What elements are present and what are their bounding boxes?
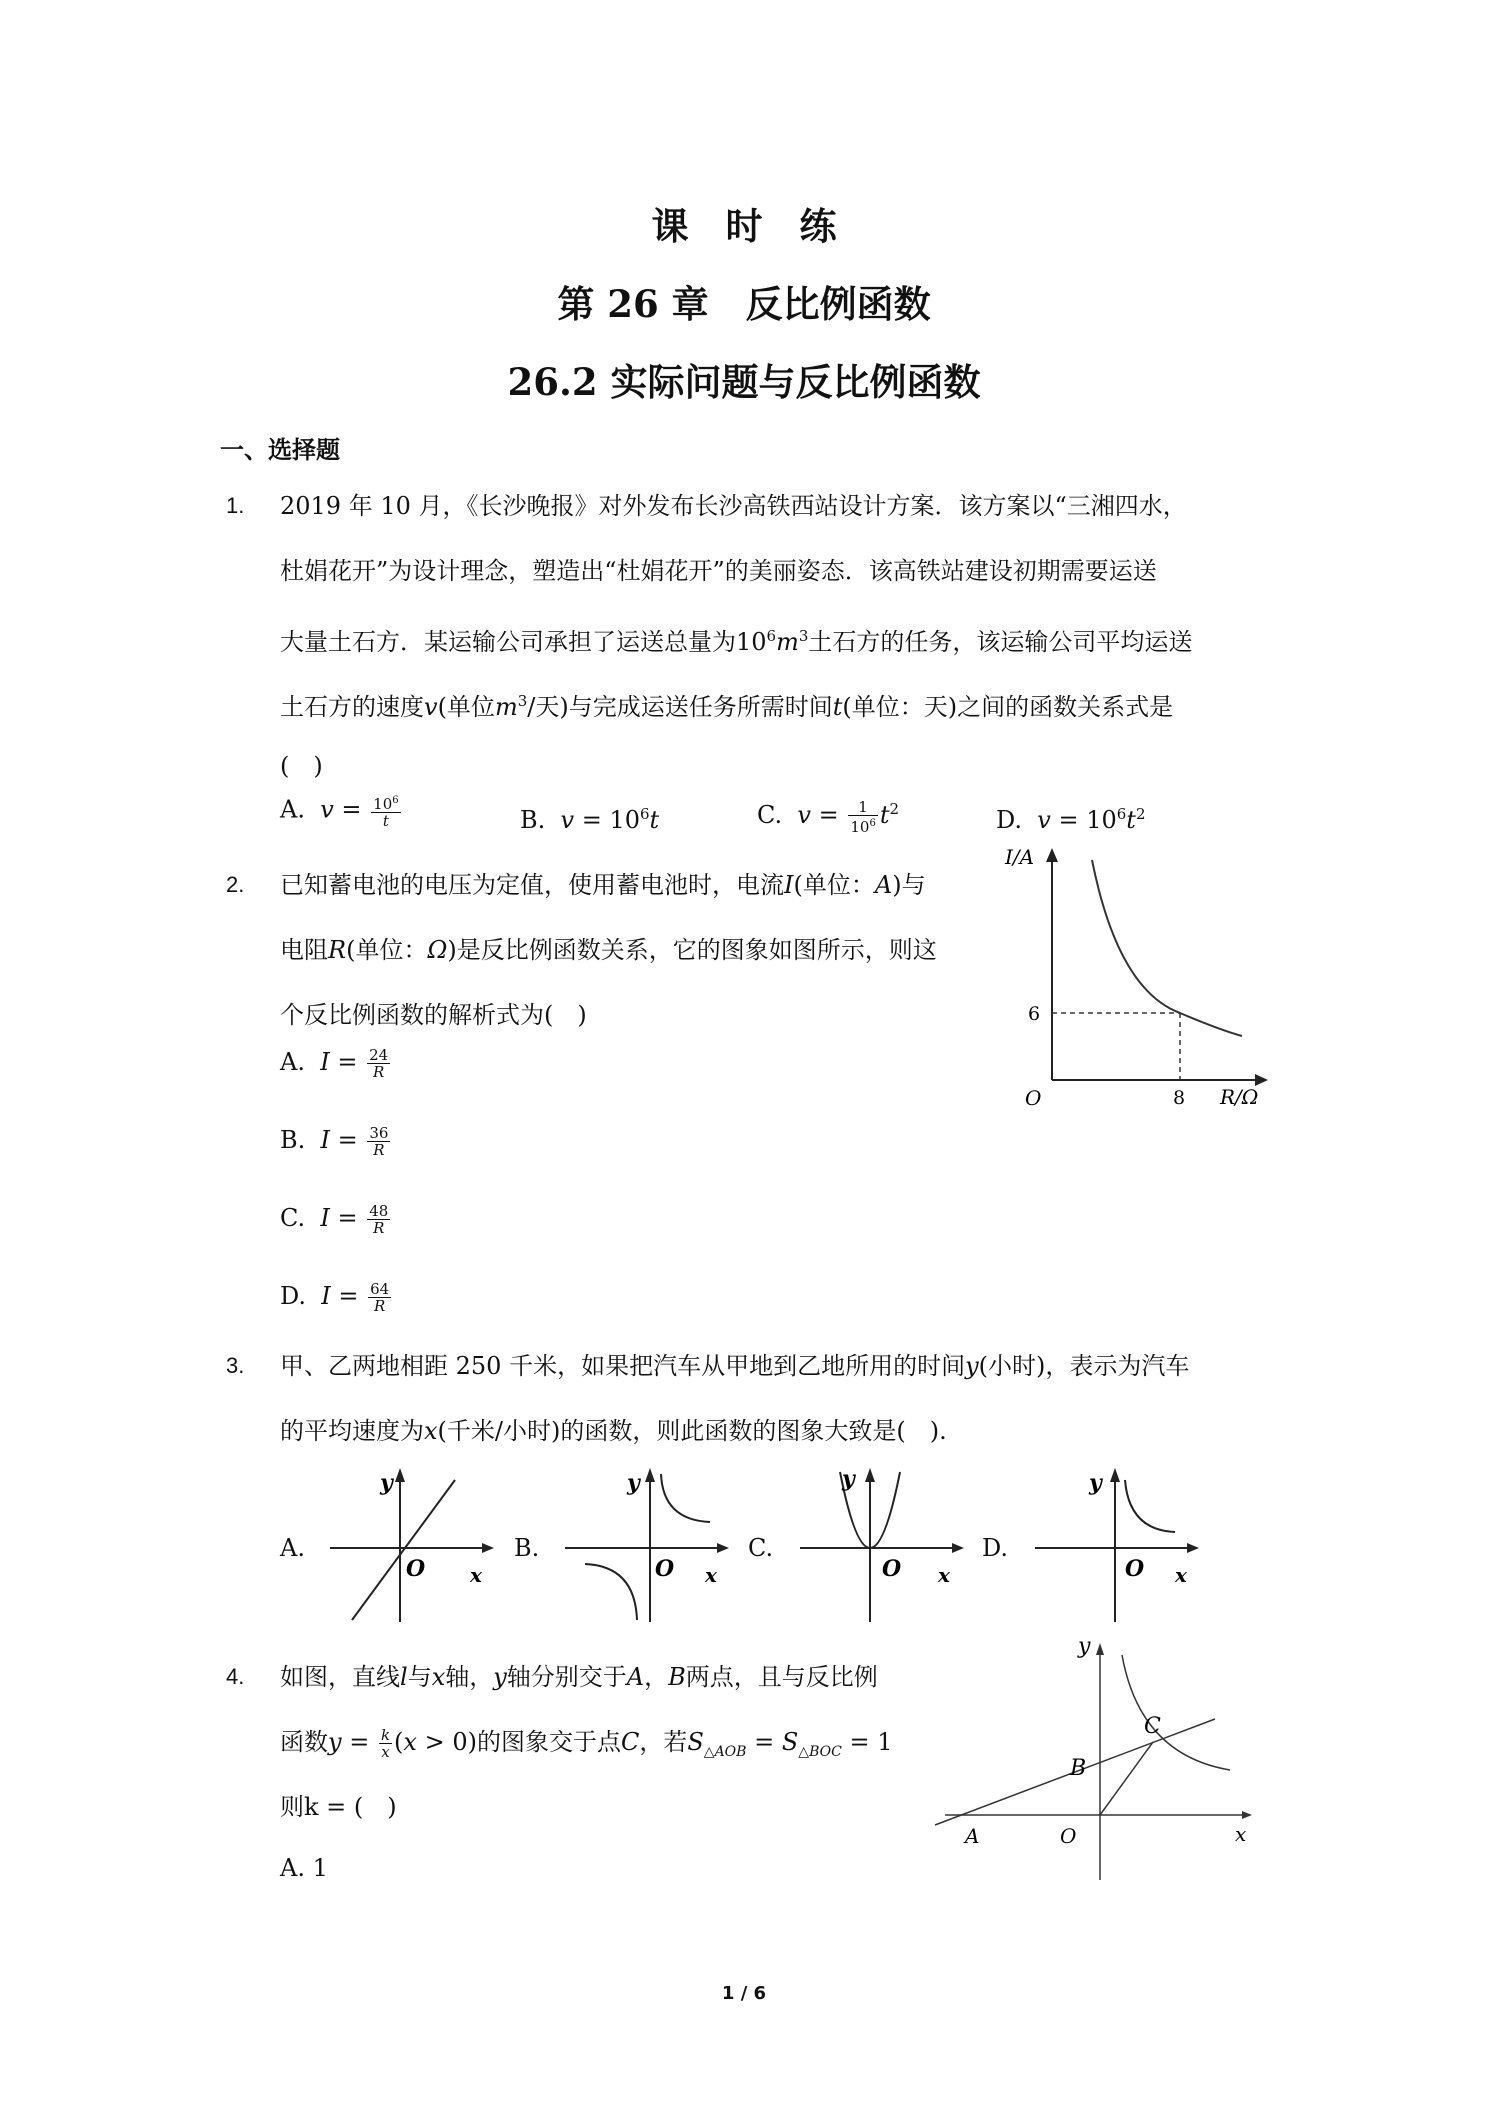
q2-line1: 已知蓄电池的电压为定值，使用蓄电池时，电流I(单位：A)与 (280, 871, 926, 899)
q3-option-b-label: B. (514, 1534, 540, 1562)
svg-text:O: O (1125, 1556, 1145, 1582)
svg-text:O: O (1060, 1824, 1077, 1848)
svg-text:C: C (1144, 1714, 1161, 1739)
svg-text:O: O (882, 1556, 902, 1582)
svg-text:y: y (842, 1466, 855, 1492)
q1-option-a: A. v = $\frac{10^6}{t}$ (280, 795, 399, 830)
svg-text:A: A (965, 1824, 980, 1848)
q3-graph-d (1025, 1460, 1205, 1630)
question-number: 3. (226, 1353, 245, 1378)
q3-option-c-label: C. (748, 1534, 774, 1562)
q4-graph (930, 1635, 1270, 1885)
q3-graph-c (790, 1460, 970, 1630)
q1-line1: 2019 年 10 月，《长沙晚报》对外发布长沙高铁西站设计方案．该方案以“三湘四水， (280, 492, 1187, 520)
current-resistance-graph (1000, 840, 1280, 1120)
question-number: 4. (226, 1664, 245, 1689)
q2-option-d: D. I = $\frac{64}{R}$ (280, 1280, 390, 1315)
section-title: 26.2 实际问题与反比例函数 (507, 360, 981, 404)
q2-option-b: B. I = $\frac{36}{R}$ (280, 1124, 389, 1159)
question-number: 2. (226, 872, 245, 897)
q2-line2: 电阻R(单位：Ω)是反比例函数关系，它的图象如图所示，则这 (280, 936, 937, 964)
svg-text:y: y (1078, 1635, 1091, 1659)
svg-text:x: x (938, 1563, 950, 1587)
q3-graph-a (320, 1460, 500, 1630)
q2-option-a: A. I = $\frac{24}{R}$ (280, 1046, 389, 1081)
svg-text:B: B (1070, 1756, 1087, 1781)
q4-line1: 如图，直线l与x轴，y轴分别交于A，B两点，且与反比例 (280, 1663, 878, 1691)
chapter-title: 第 26 章 反比例函数 (557, 282, 931, 326)
svg-text:x: x (1175, 1563, 1187, 1587)
y-tick-label: 6 (1028, 1003, 1041, 1025)
svg-text:y: y (1089, 1470, 1102, 1496)
q1-option-d: D. $v = 10^6t^2$ (996, 805, 1146, 834)
q4-option-a: A. 1 (280, 1854, 328, 1882)
q1-line3: 大量土石方．某运输公司承担了运送总量为$10^6m^3$土石方的任务，该运输公司平均运送 (280, 627, 1193, 656)
q2-option-c: C. I = $\frac{48}{R}$ (280, 1202, 389, 1237)
q3-line2: 的平均速度为x(千米/小时)的函数，则此函数的图象大致是( ). (280, 1417, 947, 1445)
y-axis-label: I/A (1005, 845, 1035, 869)
svg-text:O: O (406, 1556, 426, 1582)
q3-option-a-label: A. (280, 1534, 305, 1562)
svg-text:O: O (655, 1556, 675, 1582)
svg-text:y: y (627, 1470, 640, 1496)
x-tick-label: 8 (1173, 1087, 1186, 1109)
page-number: 1 / 6 (721, 1983, 767, 2004)
q2-line3: 个反比例函数的解析式为( ) (280, 1001, 587, 1029)
q3-line1: 甲、乙两地相距 250 千米，如果把汽车从甲地到乙地所用的时间y(小时)，表示为汽车 (280, 1352, 1190, 1380)
q3-option-d-label: D. (982, 1534, 1009, 1562)
origin-label: O (1025, 1086, 1042, 1110)
q4-line3: 则k = ( ) (280, 1793, 397, 1821)
q1-option-b: B. $v = 10^6t$ (520, 805, 660, 834)
q1-line2: 杜娟花开”为设计理念，塑造出“杜娟花开”的美丽姿态．该高铁站建设初期需要运送 (280, 557, 1157, 585)
svg-text:x: x (1235, 1822, 1247, 1846)
svg-text:x: x (470, 1563, 482, 1587)
q1-line4: 土石方的速度v(单位$m^3/$天)与完成运送任务所需时间t(单位：天)之间的函数关系式是 (280, 692, 1174, 721)
q4-line2: 函数y = $\frac{k}{x}$ (x > 0)的图象交于点C，若$S_{\triangle AOB} = S_{\triangle BOC} = 1$ (280, 1726, 893, 1761)
question-number: 1. (226, 493, 245, 518)
x-axis-label: R/Ω (1220, 1085, 1259, 1109)
svg-text:x: x (705, 1563, 717, 1587)
svg-text:y: y (380, 1470, 393, 1496)
section-heading: 一、选择题 (220, 436, 340, 464)
doc-title: 课 时 练 (651, 204, 837, 248)
q1-option-c: C. v = $\frac{1}{10^6}$ $t^2$ (757, 797, 900, 836)
answer-blank: ( ) (280, 752, 323, 780)
q3-graph-b (555, 1460, 735, 1630)
